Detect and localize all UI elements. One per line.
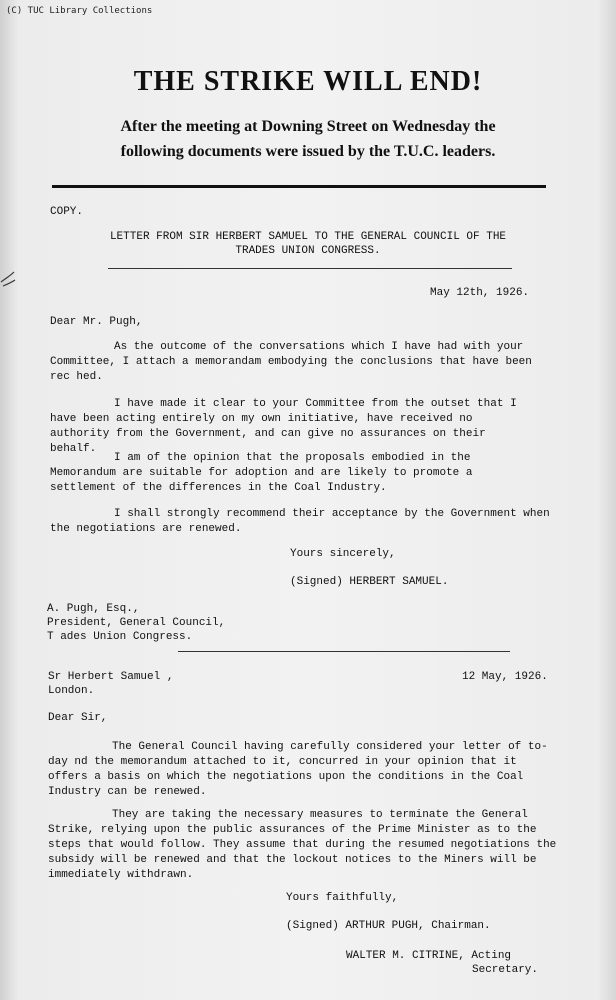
title-underline (108, 268, 512, 269)
letter1-title-line-1: LETTER FROM SIR HERBERT SAMUEL TO THE GENERAL COUNCIL OF THE (109, 231, 507, 243)
letter2-paragraph-2: They are taking the necessary measures to terminate the General Strike, relying upon the public assurances of the Prime Minister as to the steps that would follow. They assume that during the resumed negotiations the subsidy will be renewed and that the lockout notices to the Miners will be immediately withdrawn. (48, 809, 557, 881)
addressee-line-1: A. Pugh, Esq., (47, 603, 140, 615)
letter2-recipient-line-2: London. (48, 685, 95, 697)
letter2-closing: Yours faithfully, (286, 892, 399, 904)
letter1-signature: (Signed) HERBERT SAMUEL. (290, 576, 449, 588)
subheadline (40, 114, 576, 164)
section-divider (178, 651, 510, 652)
letter1-paragraph-3: I am of the opinion that the proposals embodied in the Memorandum are suitable for adoption and are likely to promote a settlement of the differences in the Coal Industry. (50, 452, 473, 494)
letter1-paragraph-2: I have made it clear to your Committee from the outset that I have been acting entirely on my own initiative, have received no authority from the Government, and can give no assurances on their behalf. (50, 398, 517, 455)
letter2-date: 12 May, 1926. (462, 671, 548, 683)
margin-mark-icon (0, 268, 16, 290)
letter1-date: May 12th, 1926. (430, 287, 530, 299)
subheadline-line-1: After the meeting at Downing Street on Wednesday the (120, 118, 496, 135)
letter2-recipient-line-1: Sr Herbert Samuel , (48, 671, 174, 683)
letter2-signature: (Signed) ARTHUR PUGH, Chairman. (286, 920, 491, 932)
addressee-line-2: President, General Council, (47, 617, 226, 629)
letter2-salutation: Dear Sir, (48, 712, 108, 724)
subheadline-line-2: following documents were issued by the T.U.C. leaders. (120, 143, 496, 160)
letter2-paragraph-1: The General Council having carefully considered your letter of to- day nd the memorandum attached to it, concurred in your opinion that it offers a basis on which the negotiations upon the conditions in the Coal Industry can be renewed. (48, 741, 548, 798)
letter1-salutation: Dear Mr. Pugh, (50, 316, 143, 328)
copy-label: COPY. (50, 206, 84, 218)
cosigner-line-2: Secretary. (472, 964, 539, 976)
letter1-title-line-2: TRADES UNION CONGRESS. (235, 245, 381, 257)
letter1-paragraph-4: I shall strongly recommend their acceptance by the Government when the negotiations are renewed. (50, 508, 550, 535)
letter1-closing: Yours sincerely, (290, 548, 396, 560)
copyright-credit: (C) TUC Library Collections (6, 6, 153, 16)
heavy-divider (52, 185, 546, 188)
addressee-line-3: T ades Union Congress. (47, 631, 193, 643)
headline: THE STRIKE WILL END! (133, 66, 483, 97)
letter1-paragraph-1: As the outcome of the conversations which I have had with your Committee, I attach a memorandam embodying the conclusions that have been rec hed. (50, 341, 532, 383)
cosigner-line-1: WALTER M. CITRINE, Acting (346, 950, 512, 962)
